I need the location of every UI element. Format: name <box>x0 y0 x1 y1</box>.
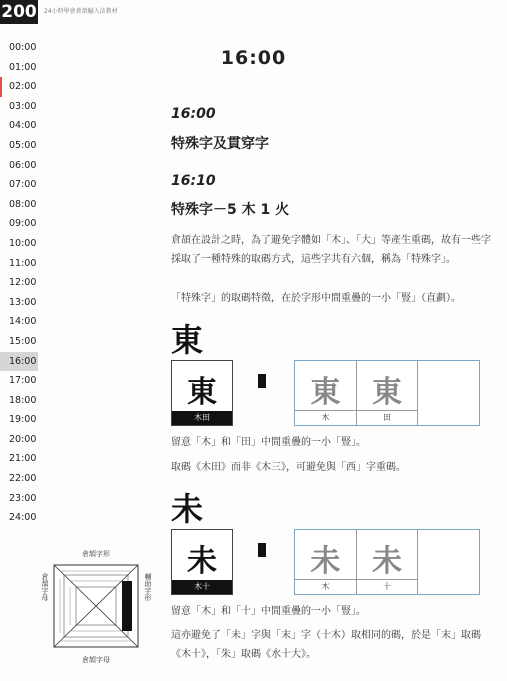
sidebar-time-1400: 14:00 <box>9 316 37 328</box>
cell-char: 未 <box>372 544 402 579</box>
cell-char: 未 <box>310 544 341 579</box>
example2-cells <box>294 529 480 595</box>
example2-cell <box>295 530 357 594</box>
cell-code: 十 <box>357 579 418 594</box>
cell-code: 木 <box>295 410 356 425</box>
example1-note1: 留意「木」和「田」中間重疊的一小「豎」。 <box>171 437 366 448</box>
intro-paragraph: 倉頡在設計之時，為了避免字體如「木」、「大」等產生重碼，故有一些字採取了一種特殊的取碼方式，這些字共有六個，稱為「特殊字」。 <box>171 235 491 265</box>
sidebar-time-2400: 24:00 <box>9 512 37 524</box>
example2-note1: 留意「木」和「十」中間重疊的一小「豎」。 <box>171 606 366 617</box>
example1-note2: 取碼《木田》而非《木三》，可避免與「西」字重碼。 <box>171 462 406 473</box>
diagram-top-label: 倉頡字形 <box>82 550 110 558</box>
section1-title: 特殊字及貫穿字 <box>171 136 269 152</box>
example1-cell <box>357 361 419 425</box>
sidebar-time-1600: 16:00 <box>0 352 38 372</box>
page-title: 16:00 <box>220 47 287 69</box>
cell-code: 木 <box>295 579 356 594</box>
example2-cell <box>418 530 479 594</box>
diagram-graphic <box>40 551 152 661</box>
example2-main-char: 未 <box>187 544 217 579</box>
sidebar-time-0800: 08:00 <box>9 198 37 210</box>
sidebar-time-1300: 13:00 <box>9 296 37 308</box>
diagram-left-label: 倉頡字母 <box>41 573 49 601</box>
example1-main-code: 木田 <box>172 411 232 425</box>
diagram-bottom-label: 倉頡字母 <box>82 656 110 664</box>
example2-main-box <box>171 529 233 595</box>
example1-cell <box>295 361 357 425</box>
sidebar-time-0500: 05:00 <box>9 139 37 151</box>
example1-char: 東 <box>171 321 204 359</box>
sidebar-time-2200: 22:00 <box>9 473 37 485</box>
sidebar-time-2100: 21:00 <box>9 453 37 465</box>
separator-mark <box>258 543 266 557</box>
sidebar-time-2300: 23:00 <box>9 492 37 504</box>
sidebar-time-0400: 04:00 <box>9 120 37 132</box>
sidebar-time-0900: 09:00 <box>9 218 37 230</box>
sidebar-time-2000: 20:00 <box>9 433 37 445</box>
example2-note2: 這亦避免了「未」字與「末」字（十木）取相同的碼，於是「末」取碼《木十》，「朱」取碼《水十大》。 <box>171 630 481 660</box>
sidebar-time-0700: 07:00 <box>9 179 37 191</box>
example1-main-char: 東 <box>187 375 217 410</box>
running-header: 24小時學會倉頡輸入法教材 <box>44 8 118 15</box>
cell-char: 東 <box>372 375 402 410</box>
sidebar-time-1100: 11:00 <box>9 257 37 269</box>
cangjie-diagram <box>40 550 152 664</box>
sidebar-time-1000: 10:00 <box>9 237 37 249</box>
cell-char: 東 <box>310 375 341 410</box>
rule-paragraph: 「特殊字」的取碼特徵，在於字形中間重疊的一小「豎」（直劃）。 <box>171 293 461 304</box>
separator-mark <box>258 374 266 388</box>
page-number: 200 <box>1 2 37 22</box>
sidebar-time-0600: 06:00 <box>9 159 37 171</box>
sidebar-time-0100: 01:00 <box>9 61 37 73</box>
sidebar-time-1900: 19:00 <box>9 414 37 426</box>
example2-main-code: 木十 <box>172 580 232 594</box>
section2-title: 特殊字－5 木 1 火 <box>171 202 290 218</box>
example2-cell <box>357 530 419 594</box>
cell-code: 田 <box>357 410 418 425</box>
example1-cell <box>418 361 479 425</box>
diagram-right-label: 輔助字形 <box>144 573 152 601</box>
sidebar-time-1800: 18:00 <box>9 394 37 406</box>
sidebar-time-0000: 00:00 <box>9 42 37 53</box>
sidebar-time-0300: 03:00 <box>9 100 37 112</box>
example1-main-box <box>171 360 233 426</box>
sidebar-time-1700: 17:00 <box>9 375 37 387</box>
section1-time: 16:00 <box>171 106 216 122</box>
example1-cells <box>294 360 480 426</box>
sidebar-time-1200: 12:00 <box>9 277 37 289</box>
section2-time: 16:10 <box>171 173 216 189</box>
sidebar-time-0200: 02:00 <box>0 77 38 97</box>
sidebar-time-1500: 15:00 <box>9 335 37 347</box>
time-sidebar <box>0 38 38 528</box>
example2-char: 未 <box>171 490 204 528</box>
